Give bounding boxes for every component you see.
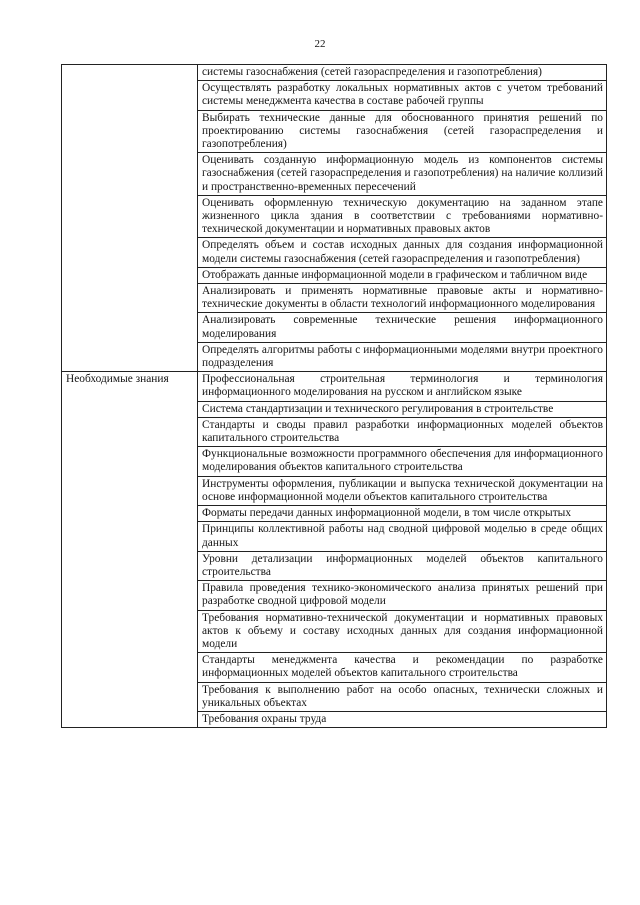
skill-item: Выбирать технические данные для обоснованного принятия решений по проектированию системы газоснабжения (сетей газораспределения и газопотребления) [198,110,607,153]
skill-item: Оценивать оформленную техническую документацию на заданном этапе жизненного цикла здания в соответствии с требованиями нормативно-технической документации и нормативных правовых актов [198,195,607,238]
skill-item: Отображать данные информационной модели в графическом и табличном виде [198,267,607,283]
skill-item: Осуществлять разработку локальных нормативных актов с учетом требований системы менеджмента качества в составе рабочей группы [198,81,607,110]
knowledge-item: Принципы коллективной работы над сводной цифровой моделью в среде общих данных [198,522,607,551]
page-number: 22 [314,38,326,50]
knowledge-item: Инструменты оформления, публикации и выпуска технической документации на основе информационной модели объектов капитального строительства [198,476,607,505]
skill-item: Анализировать и применять нормативные правовые акты и нормативно-технические документы в области технологий информационного моделирования [198,284,607,313]
knowledge-item: Требования охраны труда [198,711,607,727]
knowledge-label: Необходимые знания [62,372,198,728]
table-row [62,65,607,81]
skill-item: Оценивать созданную информационную модель из компонентов системы газоснабжения (сетей газораспределения и газопотребления) на наличие коллизий и пространственно-временных пересечений [198,153,607,196]
knowledge-item: Система стандартизации и технического регулирования в строительстве [198,401,607,417]
knowledge-item: Функциональные возможности программного обеспечения для информационного моделирования объектов капитального строительства [198,447,607,476]
knowledge-item: Требования к выполнению работ на особо опасных, технически сложных и уникальных объектах [198,682,607,711]
skill-item: Анализировать современные технические решения информационного моделирования [198,313,607,342]
knowledge-item: Стандарты менеджмента качества и рекомендации по разработке информационных моделей объектов капитального строительства [198,653,607,682]
competency-table [61,64,607,728]
knowledge-item: Форматы передачи данных информационной модели, в том числе открытых [198,506,607,522]
skills-label-cell [62,65,198,372]
skill-item: системы газоснабжения (сетей газораспределения и газопотребления) [198,65,607,81]
knowledge-item: Профессиональная строительная терминология и терминология информационного моделирования на русском и английском языке [198,372,607,401]
skill-item: Определять объем и состав исходных данных для создания информационной модели системы газоснабжения (сетей газораспределения и газопотребления) [198,238,607,267]
knowledge-item: Правила проведения технико-экономического анализа принятых решений при разработке сводной цифровой модели [198,581,607,610]
knowledge-item: Стандарты и своды правил разработки информационных моделей объектов капитального строительства [198,417,607,446]
knowledge-item: Уровни детализации информационных моделей объектов капитального строительства [198,551,607,580]
knowledge-item: Требования нормативно-технической документации и нормативных правовых актов к объему и составу исходных данных для создания информационной модели [198,610,607,653]
table-row [62,372,607,401]
skill-item: Определять алгоритмы работы с информационными моделями внутри проектного подразделения [198,342,607,371]
